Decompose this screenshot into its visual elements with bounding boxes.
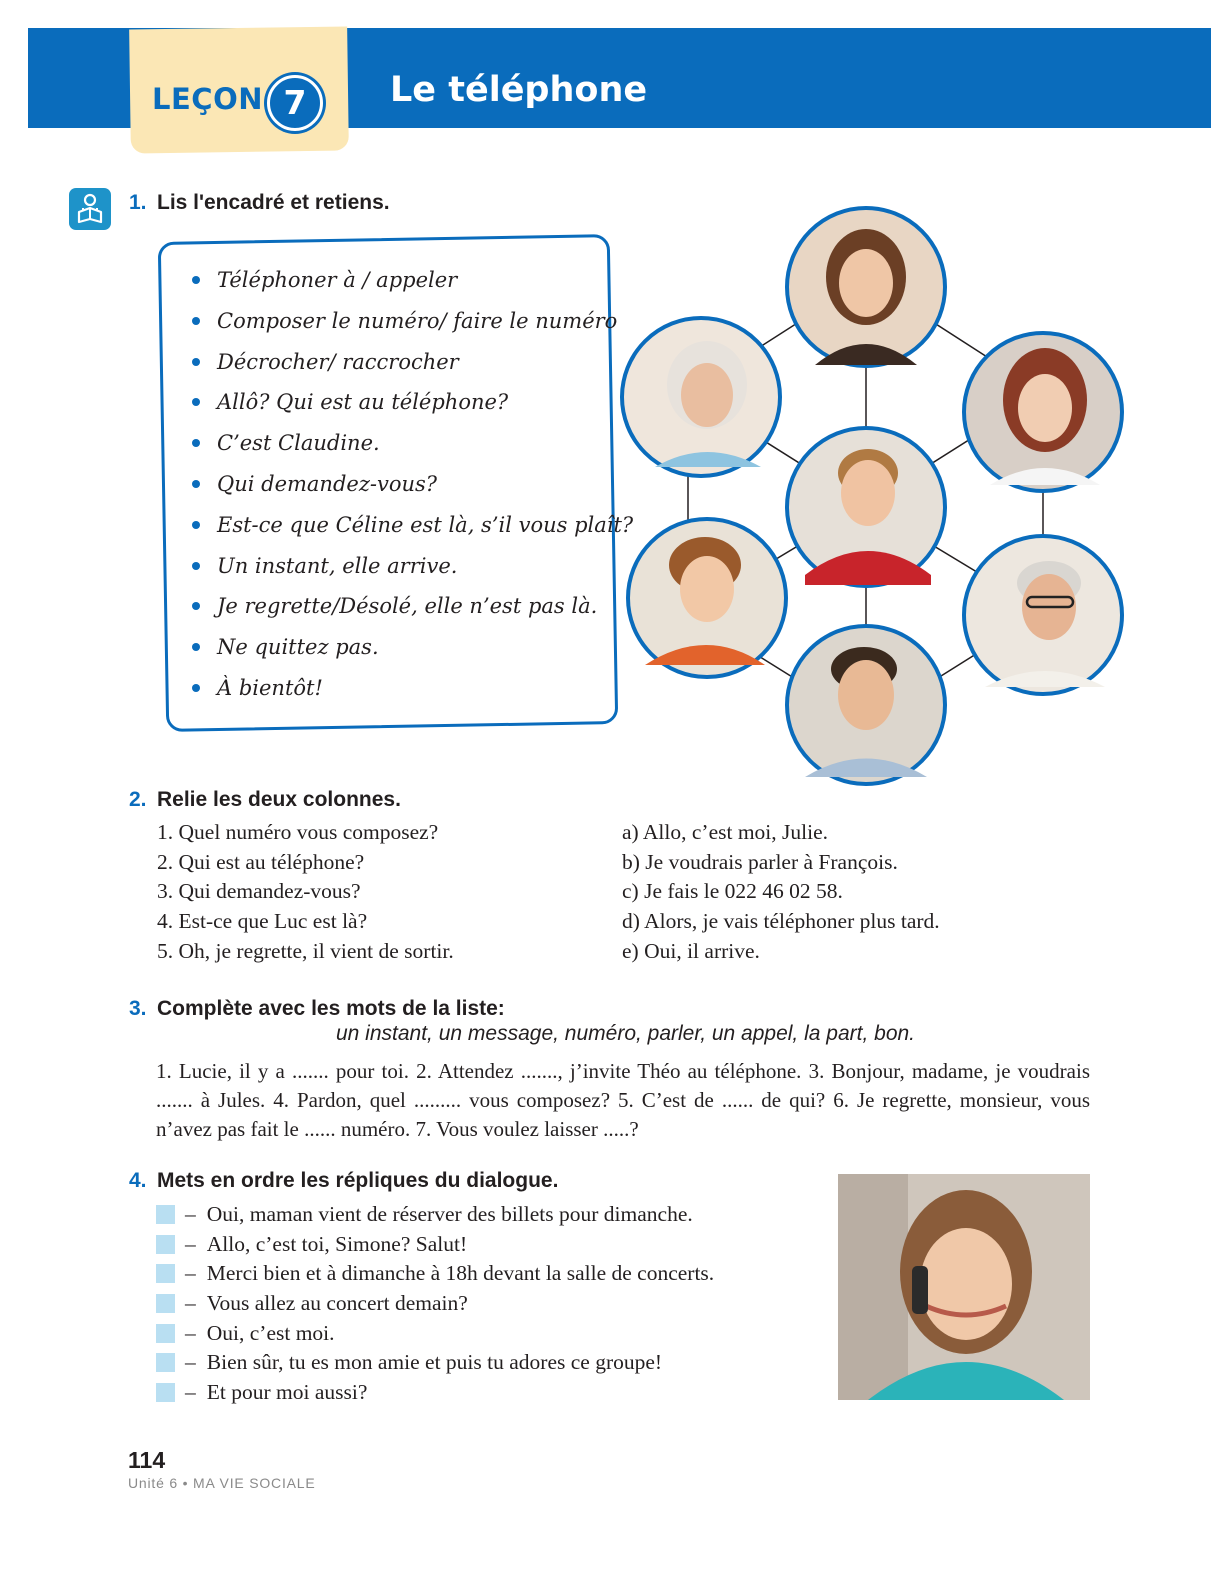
right-item: d) Alors, je vais téléphoner plus tard.: [622, 909, 940, 934]
photo-grandfather: [964, 536, 1122, 694]
list-item: C’est Claudine.: [190, 425, 610, 466]
dialogue-line: – Vous allez au concert demain?: [156, 1289, 714, 1319]
photo-teen-boy-center: [787, 428, 945, 586]
reading-icon: [69, 188, 111, 230]
order-box[interactable]: [156, 1383, 175, 1402]
dialogue-line: – Allo, c’est toi, Simone? Salut!: [156, 1230, 714, 1260]
left-item: 3. Qui demandez-vous?: [157, 879, 361, 904]
order-box[interactable]: [156, 1294, 175, 1313]
photo-man: [787, 626, 945, 784]
list-item: Est-ce que Céline est là, s’il vous plaît?: [190, 507, 610, 548]
order-box[interactable]: [156, 1324, 175, 1343]
list-item: Allô? Qui est au téléphone?: [190, 384, 610, 425]
lesson-label: LEÇON: [152, 82, 263, 116]
lesson-number-badge: 7: [267, 75, 323, 131]
list-item: Un instant, elle arrive.: [190, 548, 610, 589]
list-item: Téléphoner à / appeler: [190, 262, 610, 303]
fill-in-paragraph: 1. Lucie, il y a ....... pour toi. 2. Attendez ......., j’invite Théo au téléphone. 3. Bonjour, madame, je voudrais ....... à Jules. 4. Pardon, quel ......... vous composez? 5. C’est de ...... de qui? 6. Je regrette, monsieur, vous n’avez pas fait le ...... numéro. 7. Vous voulez laisser .....?: [156, 1059, 1090, 1141]
exercise-1-number: 1.: [129, 191, 147, 214]
list-item: Ne quittez pas.: [190, 629, 610, 670]
order-box[interactable]: [156, 1235, 175, 1254]
dialogue-line: – Oui, c’est moi.: [156, 1318, 714, 1348]
photo-woman-top: [787, 208, 945, 366]
exercise-4-number: 4.: [129, 1169, 147, 1192]
dialogue-line: – Bien sûr, tu es mon amie et puis tu adores ce groupe!: [156, 1348, 714, 1378]
photo-grandmother: [622, 318, 780, 476]
list-item: Qui demandez-vous?: [190, 466, 610, 507]
right-item: e) Oui, il arrive.: [622, 938, 760, 963]
exercise-2-title: Relie les deux colonnes.: [157, 788, 401, 811]
photo-young-woman: [964, 333, 1122, 491]
page-title: Le téléphone: [390, 70, 648, 110]
list-item: Décrocher/ raccrocher: [190, 344, 610, 385]
left-item: 4. Est-ce que Luc est là?: [157, 909, 368, 934]
photo-girl-on-phone: [838, 1174, 1090, 1400]
word-list: un instant, un message, numéro, parler, un appel, la part, bon.: [335, 1022, 916, 1045]
list-item: Je regrette/Désolé, elle n’est pas là.: [190, 588, 610, 629]
photo-boy: [628, 519, 786, 677]
order-box[interactable]: [156, 1264, 175, 1283]
left-column: [157, 818, 454, 966]
list-item: À bientôt!: [190, 670, 610, 711]
right-column: [622, 818, 940, 966]
exercise-2-number: 2.: [129, 788, 147, 811]
memo-list: [190, 262, 634, 711]
right-item: c) Je fais le 022 46 02 58.: [622, 879, 843, 904]
list-item: Composer le numéro/ faire le numéro: [190, 303, 610, 344]
left-item: 5. Oh, je regrette, il vient de sortir.: [157, 938, 454, 963]
page-number: 114: [128, 1447, 166, 1473]
dialogue-list: [156, 1200, 714, 1407]
unit-label: Unité 6 • MA VIE SOCIALE: [128, 1475, 316, 1491]
order-box[interactable]: [156, 1205, 175, 1224]
dialogue-line: – Oui, maman vient de réserver des billets pour dimanche.: [156, 1200, 714, 1230]
order-box[interactable]: [156, 1353, 175, 1372]
right-item: b) Je voudrais parler à François.: [622, 849, 898, 874]
exercise-1-title: Lis l'encadré et retiens.: [157, 191, 390, 214]
exercise-3-title: Complète avec les mots de la liste:: [157, 997, 505, 1020]
left-item: 1. Quel numéro vous composez?: [157, 820, 439, 844]
dialogue-line: – Merci bien et à dimanche à 18h devant la salle de concerts.: [156, 1259, 714, 1289]
dialogue-line: – Et pour moi aussi?: [156, 1378, 714, 1408]
right-item: a) Allo, c’est moi, Julie.: [622, 820, 829, 844]
exercise-3-number: 3.: [129, 997, 147, 1020]
phone-network-illustration: [615, 205, 1130, 790]
left-item: 2. Qui est au téléphone?: [157, 849, 365, 874]
exercise-4-title: Mets en ordre les répliques du dialogue.: [157, 1169, 559, 1192]
